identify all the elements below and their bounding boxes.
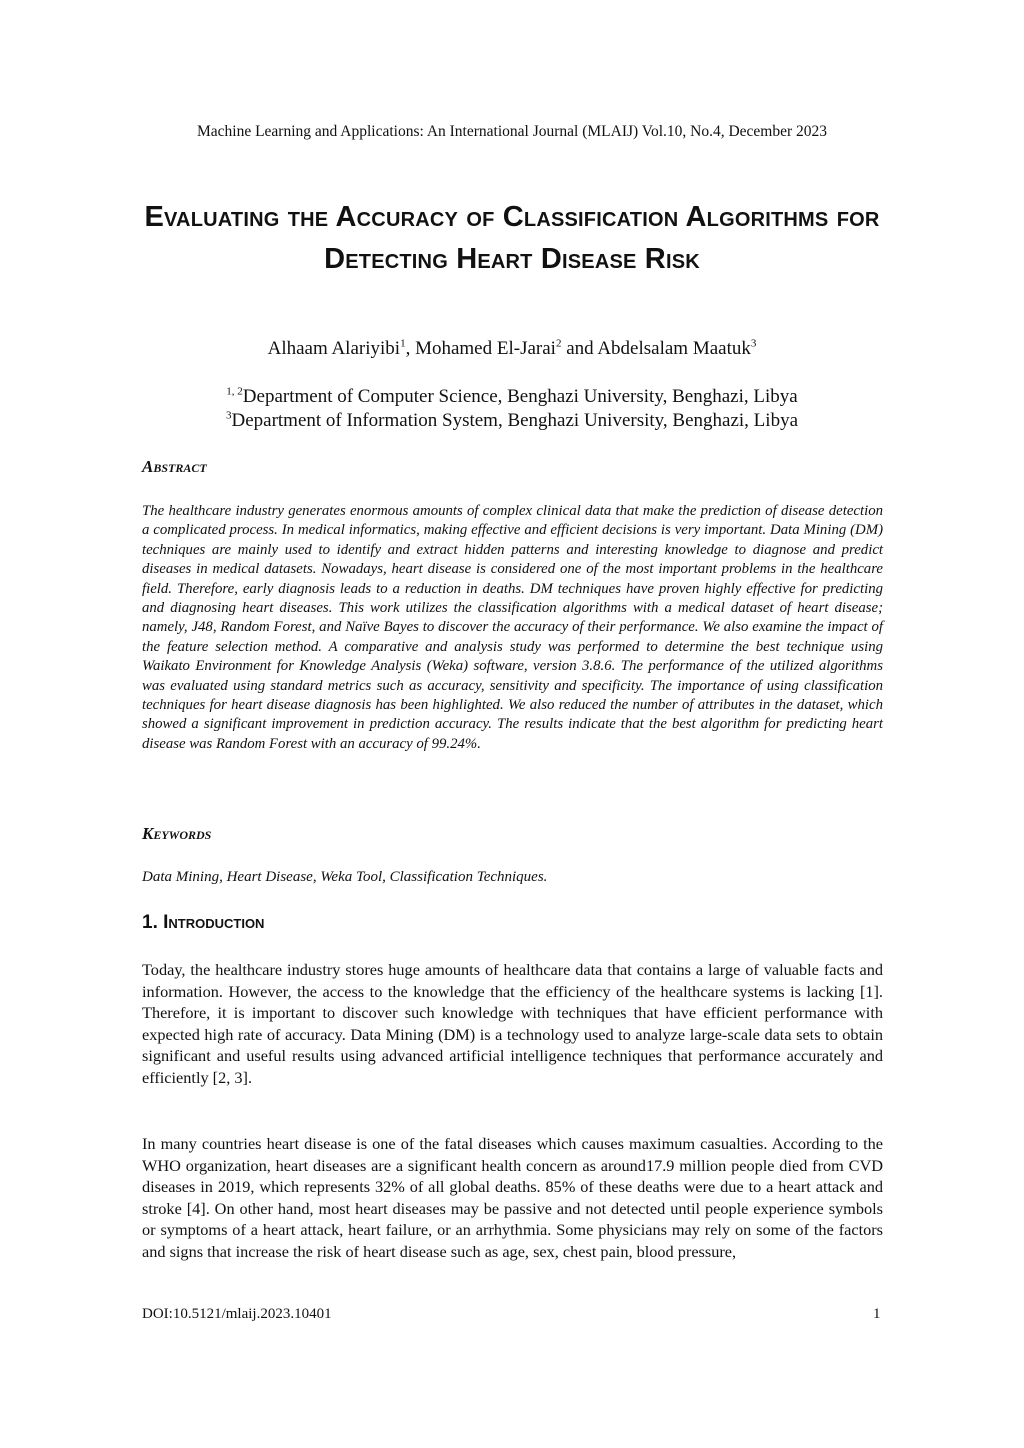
author-3-affiliation-mark: 3 (750, 337, 757, 350)
introduction-paragraph-2: In many countries heart disease is one of the fatal diseases which causes maximum casualties. According to the WHO organization, heart diseases are a significant health concern as around17.9 million people died from CVD diseases in 2019, which represents 32% of all global deaths. 85% of these deaths were due to a heart attack and stroke [4]. On other hand, most heart diseases may be passive and not detected until people experience symbols or symptoms of a heart attack, heart failure, or an arrhythmia. Some physicians may rely on some of the factors and signs that increase the risk of heart disease such as age, sex, chest pain, blood pressure, (142, 1134, 883, 1261)
author-2-affiliation-mark: 2 (555, 337, 562, 350)
author-list (0, 338, 1024, 360)
keywords-heading: Keywords (142, 824, 212, 843)
footer-page-number: 1 (873, 1306, 881, 1322)
abstract-text: The healthcare industry generates enormous amounts of complex clinical data that make the prediction of disease detection a complicated process. In medical informatics, making effective and efficient decisions is very important. Data Mining (DM) techniques are mainly used to identify and extract hidden patterns and interesting knowledge to diagnose and predict diseases in medical datasets. Nowadays, heart disease is considered one of the most important problems in the healthcare field. Therefore, early diagnosis leads to a reduction in deaths. DM techniques have proven highly effective for predicting and diagnosing heart diseases. This work utilizes the classification algorithms with a medical dataset of heart disease; namely, J48, Random Forest, and Naïve Bayes to discover the accuracy of their performance. We also examine the impact of the feature selection method. A comparative and analysis study was performed to determine the best technique using Waikato Environment for Knowledge Analysis (Weka) software, version 3.8.6. The performance of the utilized algorithms was evaluated using standard metrics such as accuracy, sensitivity and specificity. The importance of using classification techniques for heart disease diagnosis has been highlighted. We also reduced the number of attributes in the dataset, which showed a significant improvement in prediction accuracy. The results indicate that the best algorithm for predicting heart disease was Random Forest with an accuracy of 99.24%. (142, 503, 883, 752)
affiliation-2-text: Department of Information System, Benghazi University, Benghazi, Libya (231, 410, 798, 431)
introduction-heading: 1. Introduction (142, 912, 265, 933)
affiliation-2 (0, 410, 1024, 432)
author-2-name: Mohamed El-Jarai (415, 338, 556, 359)
author-1-affiliation-mark: 1 (400, 337, 406, 350)
footer-doi: DOI:10.5121/mlaij.2023.10401 (142, 1306, 332, 1322)
affiliation-2-mark: 3 (225, 409, 232, 422)
affiliation-1-mark: 1, 2 (226, 385, 243, 398)
author-3-name: Abdelsalam Maatuk (597, 338, 751, 359)
abstract-heading: Abstract (142, 457, 207, 476)
paper-title: Evaluating the Accuracy of Classification Algorithms for Detecting Heart Disease Risk (144, 201, 880, 275)
affiliation-1-text: Department of Computer Science, Benghazi University, Benghazi, Libya (242, 386, 798, 407)
introduction-paragraph-1: Today, the healthcare industry stores huge amounts of healthcare data that contains a large of valuable facts and information. However, the access to the knowledge that the efficiency of the healthcare systems is lacking [1]. Therefore, it is important to discover such knowledge with techniques that have efficient performance with expected high rate of accuracy. Data Mining (DM) is a technology used to analyze large-scale data sets to obtain significant and useful results using advanced artificial intelligence techniques that performance accurately and efficiently [2, 3]. (142, 960, 883, 1087)
running-header: Machine Learning and Applications: An International Journal (MLAIJ) Vol.10, No.4, December 2023 (196, 123, 828, 140)
author-separator-2: and (561, 338, 598, 359)
author-1-name: Alhaam Alariyibi (267, 338, 401, 359)
author-separator-1: , (405, 338, 416, 359)
affiliation-1 (0, 386, 1024, 408)
keywords-text: Data Mining, Heart Disease, Weka Tool, Classification Techniques. (142, 869, 548, 885)
